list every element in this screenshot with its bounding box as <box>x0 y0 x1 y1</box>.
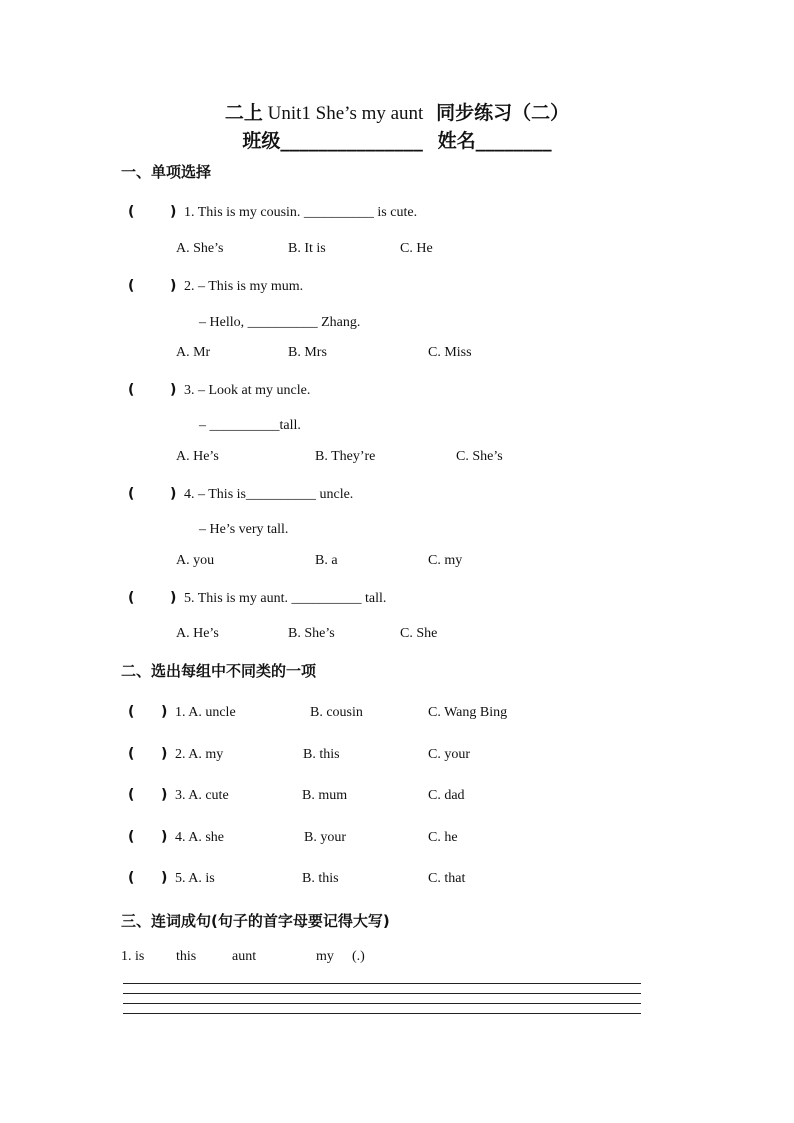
option-c: C. She <box>400 626 438 641</box>
question-line2: – __________tall. <box>199 418 301 433</box>
answer-paren-open[interactable]: ( <box>128 278 135 294</box>
answer-paren-open[interactable]: ( <box>128 704 135 720</box>
answer-paren-open[interactable]: ( <box>128 829 135 845</box>
title-en: Unit1 She’s my aunt <box>267 103 424 124</box>
answer-paren-open[interactable]: ( <box>128 204 135 220</box>
scrambled-word: (.) <box>352 949 365 964</box>
answer-paren-open[interactable]: ( <box>128 590 135 606</box>
title-cn-part1: 二上 <box>224 102 263 124</box>
option-a: 3. A. cute <box>175 788 229 803</box>
scrambled-word: 1. is <box>121 949 145 964</box>
answer-paren-open[interactable]: ( <box>128 382 135 398</box>
writing-line[interactable] <box>123 983 641 984</box>
question-line2: – He’s very tall. <box>199 522 289 537</box>
answer-paren-close: ) <box>170 590 177 606</box>
answer-paren-close: ) <box>161 704 168 720</box>
answer-paren-close: ) <box>170 278 177 294</box>
option-c: C. Wang Bing <box>428 705 508 720</box>
option-a: A. you <box>176 553 215 568</box>
question-stem: 1. This is my cousin. __________ is cute. <box>184 205 418 220</box>
option-b: B. They’re <box>315 449 376 464</box>
writing-line[interactable] <box>123 993 641 994</box>
option-b: B. She’s <box>288 626 335 641</box>
writing-line[interactable] <box>123 1013 641 1014</box>
answer-paren-close: ) <box>161 787 168 803</box>
option-a: A. Mr <box>176 345 211 360</box>
class-field[interactable]: 班级_______________ <box>242 130 423 152</box>
answer-paren-close: ) <box>170 204 177 220</box>
scrambled-word: this <box>176 949 197 964</box>
question-line2: – Hello, __________ Zhang. <box>199 315 361 330</box>
option-c: C. my <box>428 553 463 568</box>
option-a: 2. A. my <box>175 747 224 762</box>
option-a: A. She’s <box>176 241 224 256</box>
student-info-line <box>0 126 794 153</box>
option-b: B. cousin <box>310 705 363 720</box>
scrambled-word: my <box>316 949 334 964</box>
option-a: 5. A. is <box>175 871 215 886</box>
option-c: C. he <box>428 830 458 845</box>
option-c: C. She’s <box>456 449 503 464</box>
answer-paren-open[interactable]: ( <box>128 787 135 803</box>
answer-paren-open[interactable]: ( <box>128 870 135 886</box>
option-b: B. mum <box>302 788 348 803</box>
question-stem: 4. – This is__________ uncle. <box>184 487 354 502</box>
answer-paren-close: ) <box>161 870 168 886</box>
option-a: 4. A. she <box>175 830 224 845</box>
option-c: C. dad <box>428 788 465 803</box>
option-b: B. this <box>302 871 339 886</box>
option-a: A. He’s <box>176 449 219 464</box>
question-stem: 5. This is my aunt. __________ tall. <box>184 591 387 606</box>
option-c: C. that <box>428 871 466 886</box>
option-c: C. Miss <box>428 345 472 360</box>
option-b: B. Mrs <box>288 345 327 360</box>
scrambled-word: aunt <box>232 949 257 964</box>
writing-line[interactable] <box>123 1003 641 1004</box>
option-a: A. He’s <box>176 626 219 641</box>
question-stem: 2. – This is my mum. <box>184 279 304 294</box>
section1-heading: 一、单项选择 <box>121 163 212 181</box>
section3-heading: 三、连词成句(句子的首字母要记得大写) <box>121 912 390 930</box>
option-b: B. a <box>315 553 338 568</box>
question-stem: 3. – Look at my uncle. <box>184 383 311 398</box>
title-cn-part2: 同步练习（二） <box>436 102 570 124</box>
answer-paren-close: ) <box>161 746 168 762</box>
answer-paren-close: ) <box>161 829 168 845</box>
option-a: 1. A. uncle <box>175 705 236 720</box>
option-b: B. this <box>303 747 340 762</box>
page-title <box>0 98 794 125</box>
section2-heading: 二、选出每组中不同类的一项 <box>121 662 317 680</box>
answer-paren-close: ) <box>170 486 177 502</box>
option-c: C. He <box>400 241 433 256</box>
answer-paren-close: ) <box>170 382 177 398</box>
answer-paren-open[interactable]: ( <box>128 486 135 502</box>
option-c: C. your <box>428 747 470 762</box>
option-b: B. It is <box>288 241 326 256</box>
option-b: B. your <box>304 830 346 845</box>
name-field[interactable]: 姓名________ <box>437 130 552 152</box>
answer-paren-open[interactable]: ( <box>128 746 135 762</box>
